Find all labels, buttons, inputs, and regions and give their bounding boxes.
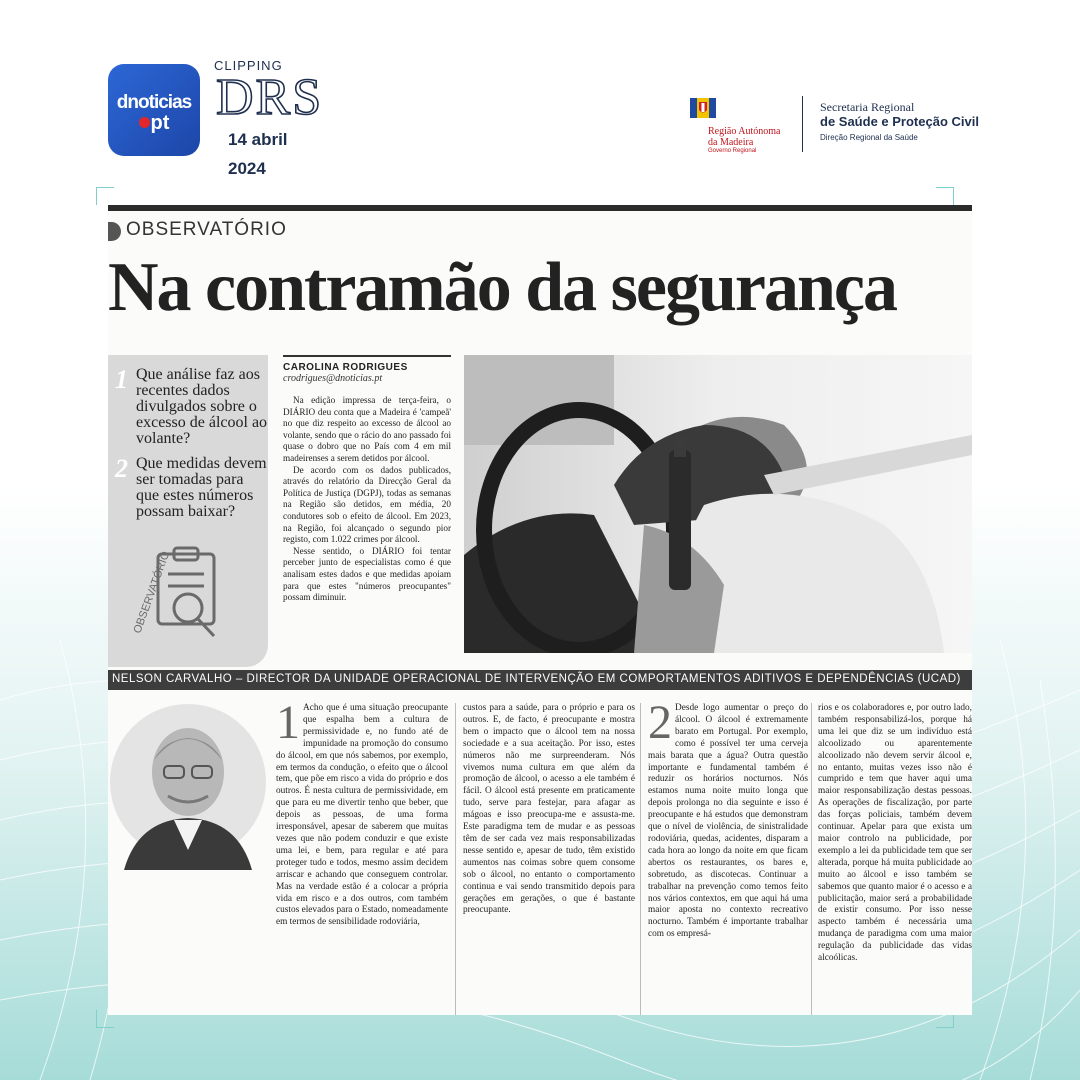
interviewee-title: NELSON CARVALHO – DIRECTOR DA UNIDADE OPERACIONAL DE INTERVENÇÃO EM COMPORTAMENTOS ADITIVOS E DEPENDÊNCIAS (UCAD) — [112, 673, 961, 685]
intro-paragraph: Na edição impressa de terça-feira, o DIÁRIO deu conta que a Madeira é 'campeã' no que diz respeito ao excesso de álcool ao volante, sendo que o rácio do ano passado foi quase o dobro que no País com 4 em mil madeirenses a serem detidos por álcool. — [283, 395, 451, 463]
author-email: crodrigues@dnoticias.pt — [283, 373, 383, 384]
author-name: CAROLINA RODRIGUES — [283, 362, 408, 373]
column-rule — [455, 703, 456, 1015]
clipboard-stamp-icon — [126, 540, 226, 650]
byline-rule — [283, 355, 451, 357]
secretariat-line3: Direção Regional da Saúde — [820, 133, 918, 142]
answer-1-text-part1: Acho que é uma situação preocupante que espalha bem a cultura de permissividade e, no fundo até de impunidade na promoção do consumo do álcool, em que nós sabemos, por exemplo, em termos da condução, o efeito que o álcool tem, que põe em risco a vida do próprio e dos outros. É nesta cultura de permissividade, em que para eu me divertir tenho que beber, que depois as pessoas, de uma forma irresponsável, apesar de saberem que muitas vezes que não podem conduzir e que existe uma lei, e bem, para regular e até para proteger tudo e todos, mesmo assim decidem arriscar e achando que conseguem controlar. Mas na verdade estão é a colocar a própria vida em risco e a dos outros, com também custos elevados para o Estado, nomeadamente em termos de sensibilidade rodoviária, — [276, 703, 448, 928]
section-title: OBSERVATÓRIO — [126, 219, 287, 240]
secretariat-line2: de Saúde e Proteção Civil — [820, 114, 979, 129]
region-government: Governo Regional — [708, 148, 757, 154]
answer-1-column-2 — [463, 703, 635, 917]
logo-text-main: dnoticias — [116, 92, 192, 113]
frame-corner-top-left — [96, 187, 114, 205]
column-rule — [811, 703, 812, 1015]
answer-2-text-part2: rios e os colaboradores e, por outro lado, também responsabilizá-los, porque há uma lei que diz se um indivíduo está alcoolizado ou aparentemente alcoolizado não devem servir álcool e, no entanto, muitas vezes isso não é cumprido e tem que haver aqui uma maior responsabilização destas pessoas. As operações de fiscalização, por parte das forças policiais, também devem continuar. Apelar para que exista um maior controlo na publicidade, por exemplo a lei da publicidade tem que ser alterada, porque há muita publicidade ao muito ao álcool e isso também se sabemos que quanto maior é o acesso e a publicitação, maior será a probabilidade de existir consumo. Por isso nesse aspecto também é necessária uma mudança de paradigma com uma maior regulação da publicidade das vidas alcoólicas. — [818, 703, 972, 964]
stamp-label: OBSERVATÓRIO — [131, 549, 173, 636]
intro-paragraph: Nesse sentido, o DIÁRIO foi tentar perceber junto de especialistas como é que analisam estes dados e que medidas apoiam para que estes "números preocupantes" possam diminuir. — [283, 545, 451, 603]
byline — [283, 355, 451, 384]
logo-text-pt: pt — [150, 112, 170, 134]
answer-1-column-1 — [276, 696, 448, 929]
question-number-1: 1 — [115, 365, 128, 394]
answer-2-text-part1: Desde logo aumentar o preço do álcool. O álcool é extremamente barato em Portugal. Por exemplo, como é possível ter uma cerveja mais barata que a água? Outra questão importante e fundamental também é reduzir os horários nocturnos. Nós estamos numa noite muito longa que depois prolonga no dia seguinte e isso é preocupante e há estudos que demonstram que o nível de violência, de sinistralidade rodoviária, quedas, acidentes, disparam a cada hora ao longo da noite em que ficam abertos os restaurantes, os bares e, sobretudo, as discotecas. Continuar a trabalhar na prevenção como temos feito nos vários contextos, em que aqui há uma maior aposta no contexto recreativo nocturno. Também é importante trabalhar com os empresá- — [648, 703, 808, 940]
question-2: Que medidas devem ser tomadas para que estes números possam baixar? — [136, 455, 267, 520]
column-rule — [640, 703, 641, 1015]
questions-box — [108, 355, 268, 667]
question-1: Que análise faz aos recentes dados divulgados sobre o excesso de álcool ao volante? — [136, 366, 268, 447]
region-name-line1: Região Autónoma — [708, 126, 781, 137]
section-marker-icon — [108, 222, 121, 241]
date-day-month: 14 abril — [228, 130, 288, 149]
answer-1-number: 1 — [276, 696, 300, 749]
intro-paragraph: De acordo com os dados publicados, através do relatório da Direcção Geral da Política de Justiça (DGPJ), todas as semanas na Região são detidos, em média, 20 condutores sob o efeito de álcool. Em 2023, na Região, foi alcançado o segundo pior registo, com 1.022 crimes por álcool. — [283, 464, 451, 545]
article-headline: Na contramão da segurança — [108, 249, 896, 326]
dnoticias-logo — [108, 64, 200, 156]
header-divider — [802, 96, 803, 152]
answer-2-column-1 — [648, 696, 808, 941]
frame-corner-top-right — [936, 187, 954, 205]
newspaper-clipping — [108, 205, 972, 1015]
drunk-driver-photo — [464, 355, 972, 653]
intro-text — [283, 395, 451, 604]
question-number-2: 2 — [115, 454, 128, 483]
interviewee-bar — [108, 670, 972, 690]
answer-2-number: 2 — [648, 696, 672, 749]
clipping-label: CLIPPING — [214, 58, 283, 73]
interviewee-portrait — [108, 700, 268, 870]
region-name-line2: da Madeira — [708, 137, 754, 148]
top-rule — [108, 205, 972, 211]
answer-2-column-2 — [818, 703, 972, 965]
logo-text-suffix — [108, 112, 200, 135]
madeira-shield-icon — [690, 96, 716, 126]
secretariat-line1: Secretaria Regional — [820, 100, 915, 114]
date-year: 2024 — [228, 159, 266, 178]
answer-1-text-part2: custos para a saúde, para o próprio e para os outros. E, de facto, é preocupante e mostra bem o impacto que o álcool tem na nossa sociedade e a sua aceitação. Por isso, estes números não me surpreenderam. Nós vivemos numa cultura em que além da promoção de álcool, o acesso a ele também é fácil. O álcool está presente em praticamente tudo, serve para festejar, para afagar as mágoas e isso preocupa-me e assusta-me. Este paradigma tem de mudar e as pessoas têm de ser cada vez mais responsabilizadas nesse sentido e, apesar de tudo, têm existido aumentos nas coimas sobre quem consome sob o álcool, no entanto o comportamento continua e vai sendo transmitido depois para gerações em gerações, o que é bastante preocupante. — [463, 703, 635, 916]
drs-label: DRS — [216, 69, 324, 126]
logo-dot-icon — [139, 117, 150, 128]
